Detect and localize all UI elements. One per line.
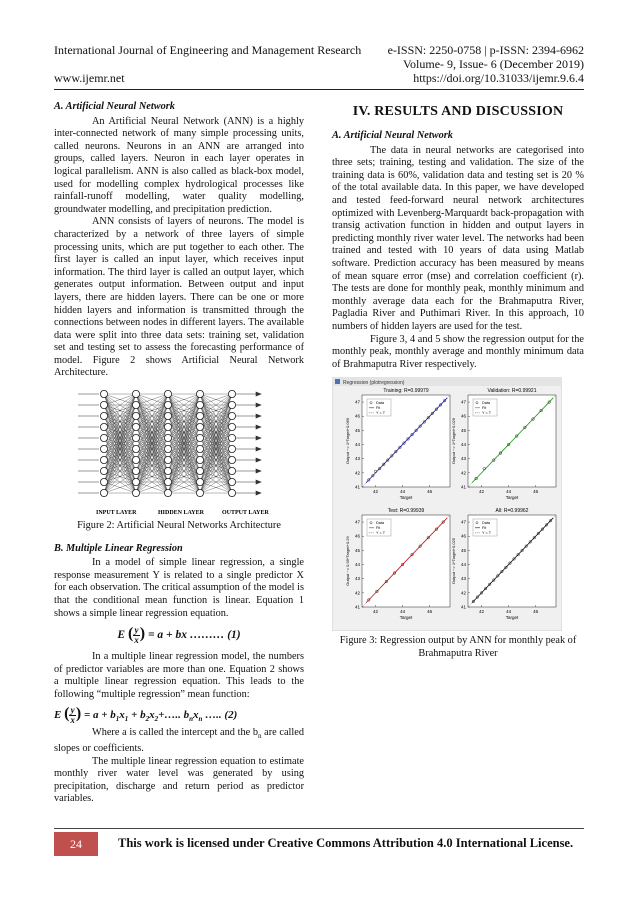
ann-node — [132, 467, 139, 474]
y-tick-label: 46 — [354, 414, 360, 420]
y-tick-label: 42 — [460, 590, 466, 596]
web-line — [54, 71, 584, 86]
mlr-paragraph-3: Where a is called the intercept and the $b_n$ are called slopes or coefficients. — [54, 727, 304, 755]
x-tick-label: 42 — [479, 489, 485, 495]
page-number: 24 — [54, 832, 98, 856]
legend-entry: Y = T — [482, 411, 492, 416]
ann-node — [100, 390, 107, 397]
ann-output-arrowhead — [256, 458, 261, 462]
y-axis-label: Output ~= 1*Target+0.029 — [451, 418, 456, 465]
legend-entry: Fit — [376, 406, 381, 411]
ann-node — [228, 467, 235, 474]
y-tick-label: 41 — [354, 604, 360, 610]
output-layer-label: OUTPUT LAYER — [222, 510, 269, 517]
results-paragraph-2: Figure 3, 4 and 5 show the regression output for the monthly peak, monthly average and monthly minimum data of Brahmaputra River respectively. — [332, 333, 584, 370]
ann-output-arrowhead — [256, 491, 261, 495]
ann-node — [196, 467, 203, 474]
ann-node — [100, 401, 107, 408]
y-tick-label: 45 — [460, 548, 466, 554]
legend-entry: Data — [482, 401, 491, 406]
y-axis-label: Output ~= 1*Target+0.069 — [345, 418, 350, 465]
ann-node — [196, 390, 203, 397]
y-tick-label: 45 — [354, 548, 360, 554]
figure-window-title: Regression (plotregression) — [343, 380, 405, 387]
legend-entry: Y = T — [376, 531, 386, 536]
ann-output-arrowhead — [256, 392, 261, 396]
ann-node — [196, 445, 203, 452]
ann-node — [100, 423, 107, 430]
ann-node — [132, 434, 139, 441]
ann-paragraph-2: ANN consists of layers of neurons. The model is characterized by a network of three layers of simple processing units, which are put together to each other. The first layer is called an input layer, which receives input information. The third layer is called an output layer, which generates output information. Between output and input layers, there are hidden layers. There can be one or more hidden layers and information is transmitted through the connections between nodes in different layers. The available data were split into three data sets: training set, validation set and testing set to assess the forecasting performance of model. Figure 2 shows Artificial Neural Network Architecture. — [54, 216, 304, 379]
x-tick-label: 46 — [427, 609, 433, 615]
ann-node — [132, 390, 139, 397]
ann-architecture-figure — [74, 386, 284, 516]
x-tick-label: 44 — [506, 609, 512, 615]
equation-1: E $(\frac{y}{x}) = a$ + bx ……… (1) — [117, 625, 241, 646]
ann-node — [100, 478, 107, 485]
right-column — [332, 99, 584, 670]
journal-name: International Journal of Engineering and Management Research — [54, 43, 362, 57]
legend-entry: Data — [376, 521, 385, 526]
x-tick-label: 44 — [400, 489, 406, 495]
ann-node — [196, 478, 203, 485]
equation-1-rhs: = a + bx ……… (1) — [147, 629, 241, 642]
ann-node — [164, 478, 171, 485]
x-tick-label: 44 — [400, 609, 406, 615]
x-tick-label: 42 — [373, 609, 379, 615]
ann-nodes — [100, 390, 235, 496]
ann-node — [164, 456, 171, 463]
ann-node — [228, 412, 235, 419]
ann-node — [196, 456, 203, 463]
doi-link[interactable]: https://doi.org/10.31033/ijemr.9.6.4 — [413, 71, 584, 85]
ann-subheading: A. Artificial Neural Network — [54, 101, 175, 112]
ann-node — [132, 478, 139, 485]
ann-node — [164, 423, 171, 430]
left-column — [54, 99, 304, 806]
y-tick-label: 47 — [354, 519, 360, 525]
y-tick-label: 47 — [460, 399, 466, 405]
ann-node — [228, 390, 235, 397]
x-tick-label: 42 — [479, 609, 485, 615]
header-rule — [54, 89, 584, 90]
panel-title: Validation: R=0.99921 — [487, 388, 537, 395]
legend-entry: Fit — [376, 526, 381, 531]
issn: e-ISSN: 2250-0758 | p-ISSN: 2394-6962 — [387, 43, 584, 57]
matlab-window-icon — [335, 379, 340, 384]
ann-node — [100, 445, 107, 452]
y-axis-label: Output ~= 1*Target+0.025 — [451, 538, 456, 585]
y-tick-label: 44 — [354, 562, 360, 568]
hidden-layer-label: HIDDEN LAYER — [158, 510, 204, 517]
ann-node — [228, 401, 235, 408]
ann-output-arrowhead — [256, 469, 261, 473]
y-tick-label: 43 — [354, 456, 360, 462]
ann-output-arrowhead — [256, 480, 261, 484]
journal-header — [54, 43, 584, 58]
ann-node — [196, 401, 203, 408]
y-tick-label: 43 — [460, 576, 466, 582]
ann-node — [164, 489, 171, 496]
ann-node — [196, 489, 203, 496]
section-heading: IV. RESULTS AND DISCUSSION — [352, 104, 564, 119]
ann-node — [228, 445, 235, 452]
x-tick-label: 42 — [373, 489, 379, 495]
license-text[interactable]: This work is licensed under Creative Commons Attribution 4.0 International License. — [118, 836, 574, 850]
y-tick-label: 44 — [354, 442, 360, 448]
ann-output-arrowhead — [256, 425, 261, 429]
mlr-paragraph-2: In a multiple linear regression model, the numbers of predictor variables are more than one. Equation 2 shows a multiple linear regression equation. This leads to the following “multiple regression” mean function: — [54, 651, 304, 700]
ann-node — [100, 467, 107, 474]
x-tick-label: 44 — [506, 489, 512, 495]
x-tick-label: 46 — [427, 489, 433, 495]
y-tick-label: 42 — [460, 470, 466, 476]
ann-node — [100, 489, 107, 496]
legend-entry: Fit — [482, 406, 487, 411]
y-tick-label: 43 — [354, 576, 360, 582]
x-tick-label: 46 — [533, 609, 539, 615]
y-tick-label: 47 — [354, 399, 360, 405]
y-tick-label: 41 — [460, 484, 466, 490]
ann-node — [196, 412, 203, 419]
volume-line: Volume- 9, Issue- 6 (December 2019) — [402, 57, 584, 71]
ann-node — [132, 401, 139, 408]
y-tick-label: 42 — [354, 470, 360, 476]
ann-node — [100, 434, 107, 441]
figure-3-caption: Figure 3: Regression output by ANN for monthly peak of Brahmaputra River — [339, 635, 577, 659]
results-ann-subheading: A. Artificial Neural Network — [332, 130, 453, 141]
ann-node — [132, 412, 139, 419]
ann-node — [196, 423, 203, 430]
footer-rule — [54, 828, 584, 829]
legend-entry: Y = T — [376, 411, 386, 416]
x-tick-label: 46 — [533, 489, 539, 495]
ann-node — [164, 467, 171, 474]
ann-node — [164, 412, 171, 419]
ann-node — [228, 478, 235, 485]
ann-node — [196, 434, 203, 441]
x-axis-label: Target — [399, 495, 413, 501]
legend-entry: Data — [376, 401, 385, 406]
ann-node — [132, 489, 139, 496]
ann-node — [132, 423, 139, 430]
mlr-paragraph-1: In a model of simple linear regression, a single response measurement Y is related to a single predictor X for each observation. The critical assumption of the model is that the conditional mean function is linear. Equation 1 shows a simple linear regression equation. — [54, 557, 304, 619]
ann-node — [228, 423, 235, 430]
panel-title: Test: R=0.99939 — [387, 508, 425, 515]
input-layer-label: INPUT LAYER — [96, 510, 137, 517]
ann-node — [228, 434, 235, 441]
ann-node — [164, 445, 171, 452]
x-axis-label: Target — [399, 615, 413, 621]
y-tick-label: 41 — [460, 604, 466, 610]
regression-figure — [332, 377, 562, 631]
mlr-subheading: B. Multiple Linear Regression — [54, 542, 183, 554]
y-tick-label: 41 — [354, 484, 360, 490]
ann-paragraph-1: An Artificial Neural Network (ANN) is a highly inter-connected network of many simple processing units, called neurons. Neurons in an ANN are arranged into groups, called layers. Neuron in each layer operates in logical parallelism. ANN is also called as black-box model, used for modelling complex hydrological processes like rainfall-runoff modelling, water quality modelling, groundwater modelling, and precipitation prediction. — [54, 115, 304, 215]
ann-node — [228, 456, 235, 463]
ann-node — [164, 390, 171, 397]
legend-entry: Data — [482, 521, 491, 526]
panel-title: All: R=0.99962 — [495, 508, 529, 515]
y-tick-label: 43 — [460, 456, 466, 462]
ann-node — [100, 412, 107, 419]
figure-2-caption: Figure 2: Artificial Neural Networks Architecture — [77, 520, 281, 532]
ann-node — [228, 489, 235, 496]
ann-node — [100, 456, 107, 463]
website-link[interactable]: www.ijemr.net — [54, 71, 125, 85]
y-tick-label: 42 — [354, 590, 360, 596]
ann-output-arrowhead — [256, 403, 261, 407]
legend-entry: Fit — [482, 526, 487, 531]
ann-output-arrowhead — [256, 414, 261, 418]
y-tick-label: 46 — [354, 534, 360, 540]
ann-node — [132, 456, 139, 463]
y-tick-label: 47 — [460, 519, 466, 525]
y-tick-label: 44 — [460, 442, 466, 448]
ann-output-arrowhead — [256, 436, 261, 440]
legend-entry: Y = T — [482, 531, 492, 536]
y-tick-label: 44 — [460, 562, 466, 568]
mlr-paragraph-4: The multiple linear regression equation to estimate monthly river water level was generated by using precipitation, discharge and return period as predictor variables. — [54, 755, 304, 805]
ann-output-arrowhead — [256, 447, 261, 451]
y-tick-label: 45 — [460, 428, 466, 434]
y-axis-label: Output ~= 0.99*Target+0.29 — [345, 536, 350, 587]
y-tick-label: 46 — [460, 414, 466, 420]
y-tick-label: 45 — [354, 428, 360, 434]
ann-node — [164, 401, 171, 408]
x-axis-label: Target — [505, 615, 519, 621]
panel-title: Training: R=0.99979 — [383, 388, 429, 395]
ann-node — [164, 434, 171, 441]
y-tick-label: 46 — [460, 534, 466, 540]
equation-2: E $(\frac{y}{x}) = a + b_1x_1$ + $b_2x_2+\dots$.. $b_nx_n$ ….. (2) — [54, 704, 238, 725]
results-paragraph-1: The data in neural networks are categorised into three sets; training, testing and validation. The size of the training data is 60%, validation data and testing set is 20 % of the total available data. In this paper, we have developed and tested feed-forward neural network architectures optimized with Levenberg-Marquardt back-propagation with transig activation function in hidden and output layers in predicting monthly river water level. The networks had been trained and tested with 10 years of data using Matlab software. Prediction accuracy has been measured by means of mean square error (mse) and correlation coefficient (r). The tests are done for monthly peak, monthly minimum and monthly average data each for the Brahmaputra River, Pagladia River and Puthimari River. In this approach, 10 numbers of hidden layers are used for the test. — [332, 144, 584, 332]
ann-node — [132, 445, 139, 452]
x-axis-label: Target — [505, 495, 519, 501]
